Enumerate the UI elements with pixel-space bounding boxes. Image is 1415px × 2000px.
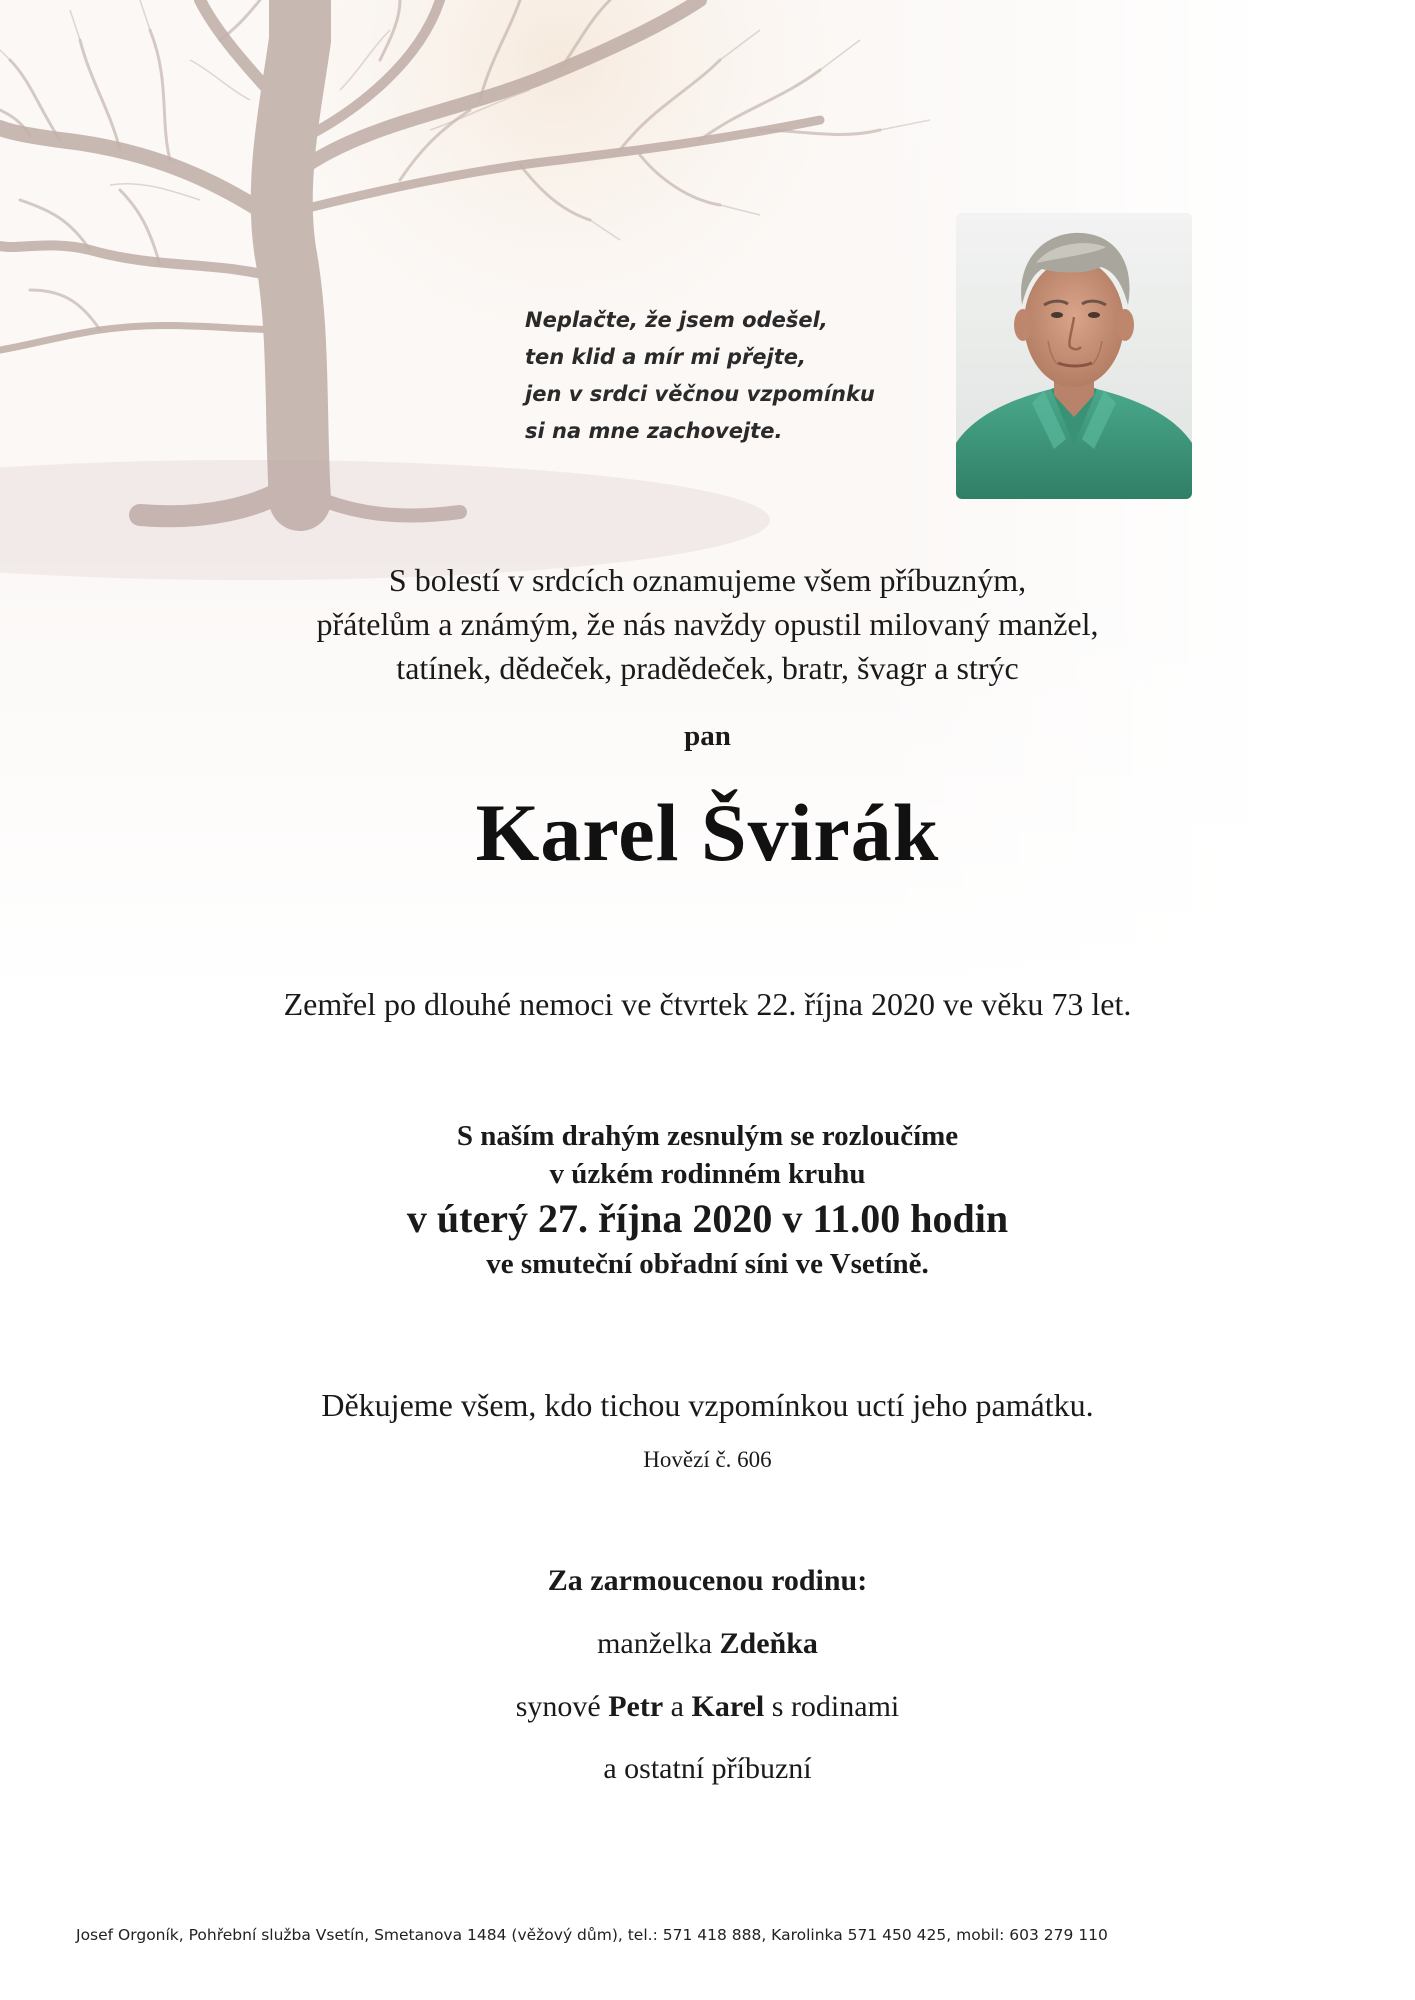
family-others: a ostatní příbuzní [603,1752,812,1785]
family-sons [0,1687,1415,1727]
poem-line: ten klid a mír mi přejte, [525,345,806,369]
portrait-photo [956,213,1192,499]
family-address: Hovězí č. 606 [643,1447,772,1472]
poem-line: Neplačte, že jsem odešel, [525,308,828,332]
family-wife [0,1624,1415,1664]
man-portrait-icon [956,213,1192,499]
sons-and: a [670,1690,684,1723]
announcement-text [0,558,1415,690]
announcement-line: S bolestí v srdcích oznamujeme všem příbuzným, [388,562,1027,598]
ceremony-line: S naším drahým zesnulým se rozloučíme [456,1120,959,1152]
deceased-name: Karel Švirák [475,787,940,878]
ceremony-datetime: v úterý 27. října 2020 v 11.00 hodin [406,1196,1009,1241]
sons-suffix: s rodinami [771,1690,900,1723]
ceremony-line: v úzkém rodinném kruhu [549,1158,866,1190]
ceremony-place: ve smuteční obřadní síni ve Vsetíně. [486,1248,929,1280]
son-name: Petr [608,1690,664,1723]
family-heading: Za zarmoucenou rodinu: [547,1564,868,1597]
son-name: Karel [691,1690,765,1723]
announcement-line: tatínek, dědeček, pradědeček, bratr, švagr a strýc [396,650,1019,686]
salutation: pan [684,720,731,752]
poem-line: jen v srdci věčnou vzpomínku [525,382,875,406]
wife-name: Zdeňka [719,1627,818,1660]
wife-prefix: manželka [597,1627,713,1660]
sons-prefix: synové [515,1690,601,1723]
death-notice: Zemřel po dlouhé nemoci ve čtvrtek 22. října 2020 ve věku 73 let. [283,986,1132,1022]
ceremony-info [0,1117,1415,1283]
thanks-text: Děkujeme všem, kdo tichou vzpomínkou uctí jeho památku. [321,1387,1094,1423]
poem-line: si na mne zachovejte. [525,419,783,443]
funeral-service-footer: Josef Orgoník, Pohřební služba Vsetín, Smetanova 1484 (věžový dům), tel.: 571 418 888, Karolinka 571 450 425, mobil: 603 279 110 [76,1926,1108,1944]
memorial-poem [525,302,925,450]
announcement-line: přátelům a známým, že nás navždy opustil milovaný manžel, [316,606,1099,642]
